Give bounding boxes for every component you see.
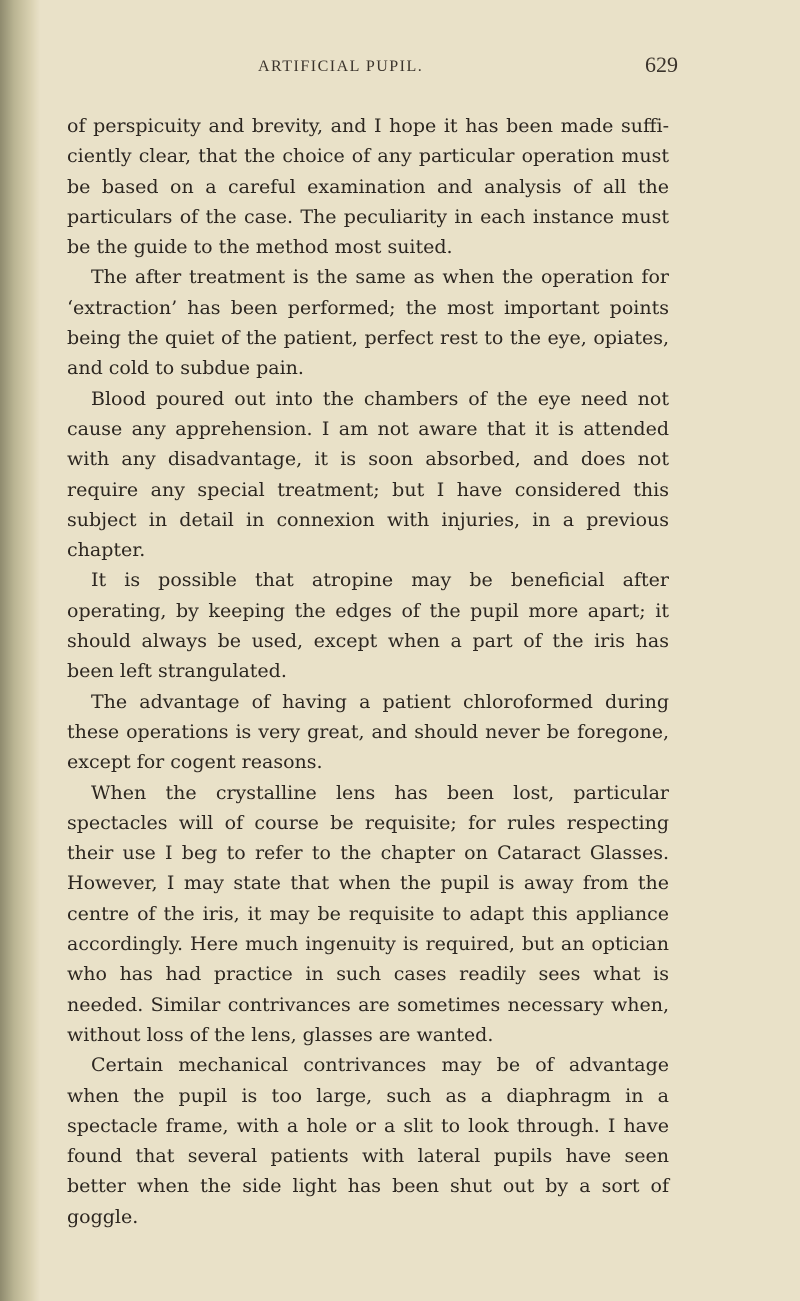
- body-text: [67, 111, 669, 1232]
- paragraph: of perspicuity and brevity, and I hope it has been made sufficiently clear, that the choice of any particular operation must be based on a careful examination and analysis of all the particulars of the case. The peculiarity in each instance must be the guide to the method most suited.: [67, 115, 669, 259]
- paragraph: When the crystalline lens has been lost, particular spectacles will of course be requisite; for rules respecting their use I beg to refer to the chapter on Cataract Glasses. However, I may state that when the pupil is away from the centre of the iris, it may be requisite to adapt this appliance accordingly. Here much ingenuity is required, but an optician who has had practice in such cases readily sees what is needed. Similar contrivances are sometimes necessary when, without loss of the lens, glasses are wanted.: [67, 781, 669, 1046]
- paragraph: Blood poured out into the chambers of the eye need not cause any apprehension. I am not aware that it is attended with any disadvantage, it is soon absorbed, and does not require any special treatment; but I have considered this subject in detail in connexion with injuries, in a previous chapter.: [67, 387, 669, 562]
- paragraph: The advantage of having a patient chloroformed during these operations is very great, and should never be foregone, except for cogent reasons.: [67, 690, 669, 774]
- page-number: 629: [645, 52, 678, 77]
- paragraph: The after treatment is the same as when the operation for ‘extraction’ has been performed; the most important points being the quiet of the patient, perfect rest to the eye, opiates, and cold to subdue pain.: [67, 266, 669, 380]
- paragraph: It is possible that atropine may be beneficial after operating, by keeping the edges of the pupil more apart; it should always be used, except when a part of the iris has been left strangulated.: [67, 569, 669, 683]
- running-head: ARTIFICIAL PUPIL.: [258, 58, 424, 75]
- paragraph: Certain mechanical contrivances may be of advantage when the pupil is too large, such as a diaphragm in a spectacle frame, with a hole or a slit to look through. I have found that several patients with lateral pupils have seen better when the side light has been shut out by a sort of goggle.: [67, 1054, 669, 1228]
